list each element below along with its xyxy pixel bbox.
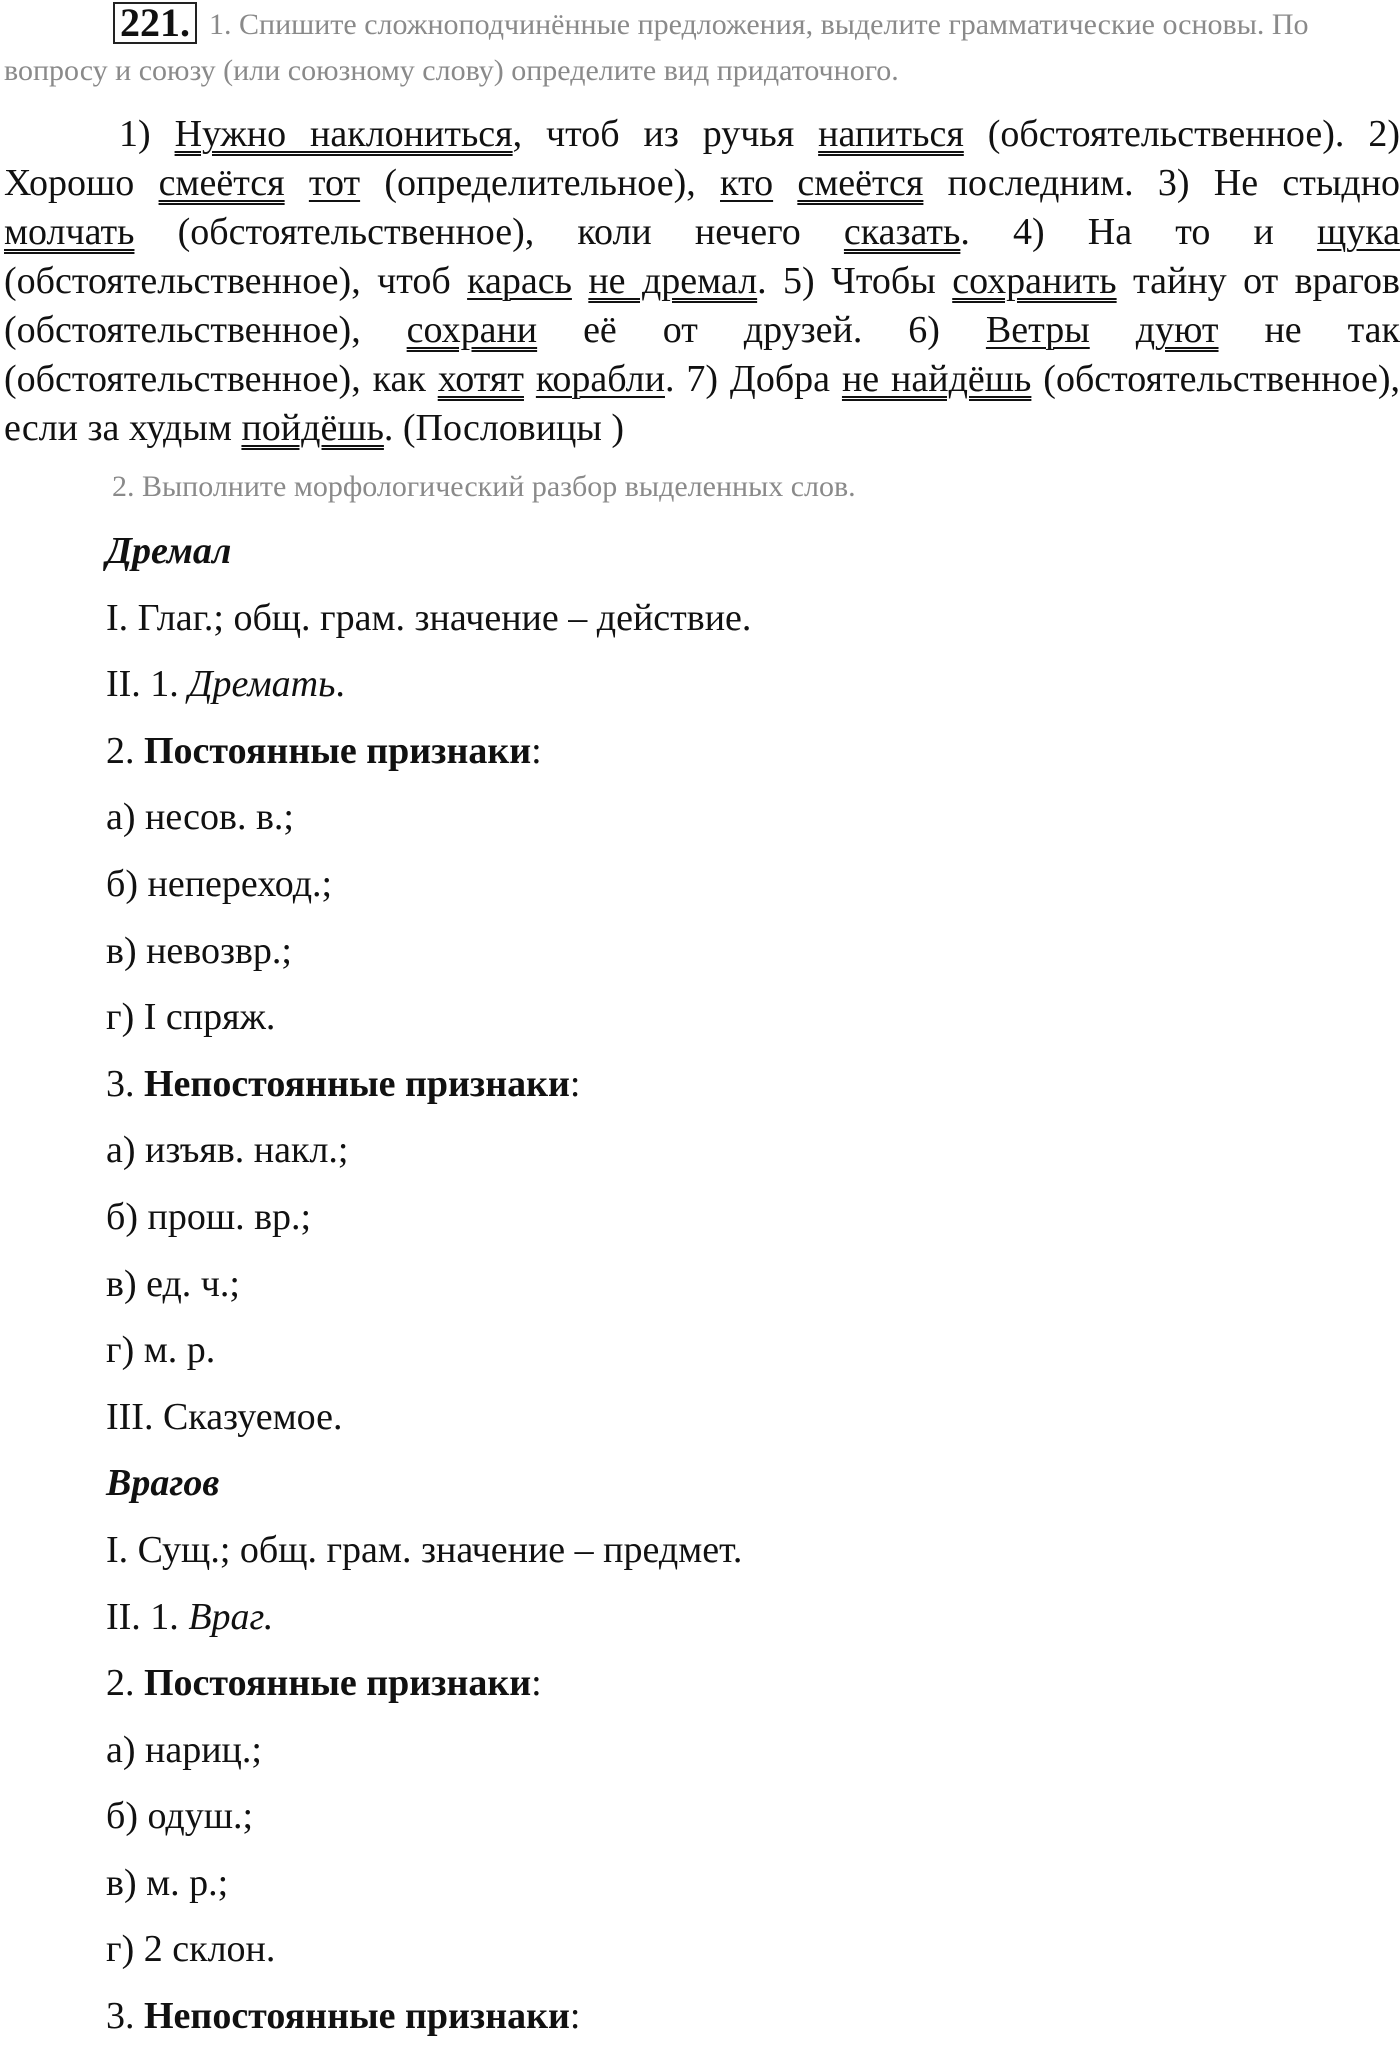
answer-text: (обстоятельственное), чтоб: [4, 260, 468, 302]
parse-text: б) непереход.;: [106, 862, 333, 905]
predicate-word: Нужно наклониться: [174, 113, 513, 155]
parse-prefix: 3.: [106, 1995, 144, 2038]
parse-text: в) невозвр.;: [106, 929, 292, 972]
parse-text: I. Глаг.; общ. грам. значение – действие.: [106, 596, 752, 639]
parse-initial-form: Дремать: [188, 663, 336, 706]
parse-text: в) м. р.;: [106, 1861, 229, 1904]
answer-text: [285, 162, 309, 204]
parse-text: Врагов: [106, 1462, 220, 1505]
predicate-word: пойдёшь: [241, 407, 384, 449]
parse-text: б) прош. вр.;: [106, 1195, 312, 1238]
predicate-word: сохранить: [952, 260, 1117, 302]
answer-text: 1): [119, 113, 175, 155]
predicate-word: хотят: [437, 358, 524, 400]
parse-line: [106, 1850, 1386, 1917]
parse-suffix: :: [531, 729, 542, 772]
subject-word: щука: [1316, 211, 1400, 253]
answer-text: не так (обстоятельственное), как: [4, 309, 1400, 400]
parse-line: [106, 585, 1386, 652]
answer-text: . 4) На то и: [960, 211, 1317, 253]
answer-text: [572, 260, 588, 302]
parse-text: а) изъяв. накл.;: [106, 1129, 349, 1172]
parse-suffix: :: [569, 1995, 581, 2038]
parse-suffix: :: [531, 1662, 542, 1705]
parse-line: [106, 1916, 1386, 1983]
parse-bold-label: Непостоянные признаки: [144, 1995, 570, 2038]
answer-text: [1090, 309, 1136, 351]
parse-prefix: II. 1.: [106, 1595, 189, 1638]
answer-text: [524, 358, 536, 400]
predicate-word: не дремал: [588, 260, 758, 302]
parse-line: [106, 1117, 1386, 1184]
predicate-word: не найдёшь: [841, 358, 1032, 400]
parse-line: [106, 984, 1386, 1051]
answer-text: (обстоятельственное). 2) Хорошо: [4, 113, 1400, 204]
subject-word: Ветры: [985, 309, 1090, 351]
answer-text: (обстоятельственное), если за худым: [4, 358, 1400, 449]
predicate-word: напиться: [818, 113, 964, 155]
answer-text: [773, 162, 797, 204]
predicate-word: смеётся: [158, 162, 285, 204]
task-number: 221.: [113, 2, 197, 44]
parse-line: [106, 1184, 1386, 1251]
subject-word: тот: [308, 162, 361, 204]
parse-text: Дремал: [106, 530, 232, 572]
answer-text: . (Пословицы ): [383, 407, 625, 449]
predicate-word: дуют: [1135, 309, 1219, 351]
parse-line: [106, 918, 1386, 985]
parse-bold-label: Постоянные признаки: [144, 1662, 532, 1705]
parse-text: III. Сказуемое.: [106, 1395, 343, 1438]
parse-text: г) 2 склон.: [106, 1928, 276, 1971]
parse-prefix: 2.: [106, 1662, 144, 1705]
parse-line: [106, 1717, 1386, 1784]
parse-line: [106, 851, 1386, 918]
answer-text: . 7) Добра: [664, 358, 842, 400]
task-2-instruction: 2. Выполните морфологический разбор выделенных слов.: [112, 470, 856, 503]
answer-paragraph: [4, 110, 1400, 453]
parse-bold-label: Непостоянные признаки: [144, 1062, 570, 1105]
parse-initial-form: Враг.: [188, 1595, 274, 1638]
parse-line: [106, 784, 1386, 851]
parse-word-heading: [106, 518, 1386, 585]
answer-text: (определительное),: [360, 162, 721, 204]
task-1-header: [4, 2, 1396, 94]
parse-text: а) нариц.;: [106, 1728, 262, 1771]
parse-text: б) одуш.;: [106, 1795, 254, 1838]
task-1-instruction: 1. Спишите сложноподчинённые предложения, выделите грамматические основы. По вопросу и союзу (или союзному слову) определите вид придаточного.: [4, 8, 1309, 87]
answer-text: тайну от врагов (обстоятельственное),: [4, 260, 1400, 351]
answer-text: . 5) Чтобы: [757, 260, 953, 302]
parse-line: [106, 1384, 1386, 1451]
parse-text: а) несов. в.;: [106, 796, 294, 839]
answer-text: её от друзей. 6): [537, 309, 986, 351]
parse-text: в) ед. ч.;: [106, 1262, 240, 1305]
parse-suffix: .: [335, 663, 345, 706]
parse-line: [106, 1650, 1386, 1717]
parse-text: г) м. р.: [106, 1329, 216, 1372]
parse-text: I. Сущ.; общ. грам. значение – предмет.: [106, 1528, 743, 1571]
parse-line: [106, 1051, 1386, 1118]
parse-line: [106, 1584, 1386, 1651]
predicate-word: сохрани: [406, 309, 538, 351]
morphological-parse: [106, 518, 1386, 2050]
parse-line: [106, 1783, 1386, 1850]
parse-line: [106, 1517, 1386, 1584]
answer-text: , чтоб из ручья: [512, 113, 819, 155]
parse-word-heading: [106, 1450, 1386, 1517]
parse-prefix: 3.: [106, 1062, 144, 1105]
subject-word: кто: [720, 162, 774, 204]
parse-line: [106, 1251, 1386, 1318]
subject-word: корабли: [535, 358, 665, 400]
parse-line: [106, 1317, 1386, 1384]
answer-text: последним. 3) Не стыдно: [923, 162, 1400, 204]
parse-line: [106, 718, 1386, 785]
subject-word: карась: [467, 260, 572, 302]
parse-suffix: :: [569, 1062, 581, 1105]
parse-line: [106, 1983, 1386, 2050]
parse-prefix: 2.: [106, 729, 144, 772]
parse-prefix: II. 1.: [106, 663, 189, 706]
parse-text: г) I спряж.: [106, 996, 276, 1039]
predicate-word: молчать: [4, 211, 135, 253]
answer-text: (обстоятельственное), коли нечего: [134, 211, 844, 253]
parse-bold-label: Постоянные признаки: [144, 729, 532, 772]
predicate-word: сказать: [843, 211, 961, 253]
predicate-word: смеётся: [797, 162, 924, 204]
parse-line: [106, 651, 1386, 718]
